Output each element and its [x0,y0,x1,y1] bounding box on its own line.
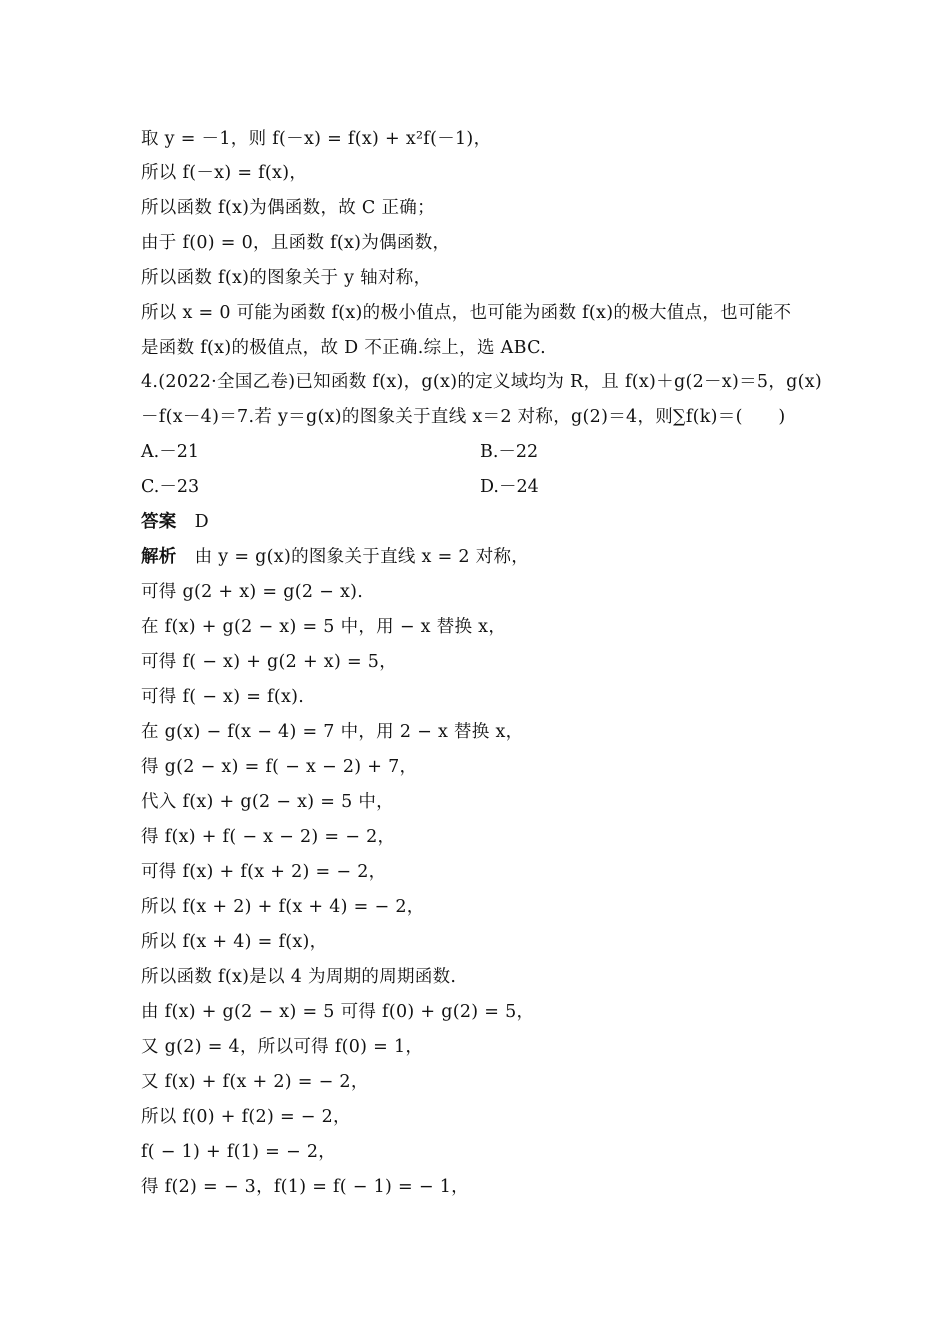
solution-line: 所以函数 f(x)的图象关于 y 轴对称， [141,268,432,288]
analysis-step: 又 g(2) = 4，所以可得 f(0) = 1， [141,1037,424,1057]
analysis-step: 得 g(2 − x) = f( − x − 2) + 7， [141,757,418,777]
answer-value: D [194,512,209,532]
option-d: D.－24 [480,477,539,497]
analysis-step: 在 f(x) + g(2 − x) = 5 中，用 − x 替换 x， [141,617,507,637]
analysis-step: 所以 f(0) + f(2) = − 2， [141,1107,351,1127]
option-b: B.－22 [480,442,539,462]
analysis-step: 由 f(x) + g(2 − x) = 5 可得 f(0) + g(2) = 5， [141,1002,535,1022]
solution-line: 所以函数 f(x)为偶函数，故 C 正确； [141,198,435,218]
analysis-step: 可得 f(x) + f(x + 2) = − 2， [141,862,387,882]
analysis-step: 所以函数 f(x)是以 4 为周期的周期函数. [141,967,457,987]
analysis-label: 解析 [141,547,177,567]
analysis-step: 得 f(x) + f( − x − 2) = − 2， [141,827,396,847]
question-stem-line: －f(x－4)＝7.若 y＝g(x)的图象关于直线 x＝2 对称，g(2)＝4，则∑f(k)＝( ) [141,407,786,427]
analysis-step: 可得 f( − x) + g(2 + x) = 5， [141,652,398,672]
analysis-step: 可得 g(2 + x) = g(2 − x). [141,582,364,602]
question-stem-line: 4.(2022·全国乙卷)已知函数 f(x)，g(x)的定义域均为 R，且 f(x)＋g(2－x)＝5，g(x) [141,372,823,392]
answer-line [141,510,209,534]
analysis-step: f( − 1) + f(1) = − 2， [141,1142,337,1162]
solution-line: 取 y = －1，则 f(－x) = f(x) + x²f(－1)， [141,129,492,149]
analysis-step: 又 f(x) + f(x + 2) = − 2， [141,1072,369,1092]
option-c: C.－23 [141,477,200,497]
answer-label: 答案 [141,512,177,532]
analysis-step: 在 g(x) − f(x − 4) = 7 中，用 2 − x 替换 x， [141,722,524,742]
solution-line: 是函数 f(x)的极值点，故 D 不正确.综上，选 ABC. [141,338,546,358]
analysis-step: 所以 f(x + 2) + f(x + 4) = − 2， [141,897,425,917]
solution-line: 所以 x = 0 可能为函数 f(x)的极小值点，也可能为函数 f(x)的极大值点，也可能不 [141,303,792,323]
analysis-step: 所以 f(x + 4) = f(x)， [141,932,328,952]
solution-line: 所以 f(－x) = f(x)， [141,163,308,183]
analysis-step: 可得 f( − x) = f(x). [141,687,305,707]
analysis-step: 得 f(2) = − 3，f(1) = f( − 1) = − 1， [141,1177,469,1197]
analysis-line [141,545,529,569]
option-a: A.－21 [141,442,199,462]
solution-line: 由于 f(0) = 0，且函数 f(x)为偶函数， [141,233,451,253]
analysis-first: 由 y = g(x)的图象关于直线 x = 2 对称， [194,547,530,567]
analysis-step: 代入 f(x) + g(2 − x) = 5 中， [141,792,394,812]
